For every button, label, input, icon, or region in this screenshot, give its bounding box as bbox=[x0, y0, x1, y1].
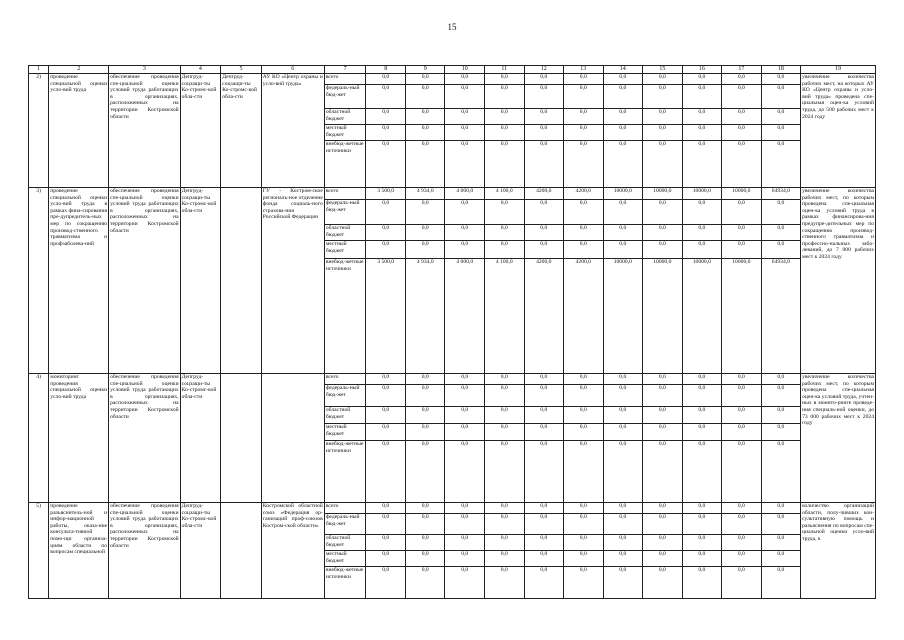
funding-value-cell: 0,0 bbox=[524, 109, 564, 125]
funding-value-cell: 0,0 bbox=[761, 241, 801, 259]
funding-value-cell: 0,0 bbox=[564, 241, 604, 259]
funding-value-cell: 0,0 bbox=[603, 385, 643, 407]
responsible-executor: Депгруд-соцзащи-ты Ко-стромс-кой обла-сти bbox=[180, 503, 221, 599]
funding-value-cell: 0,0 bbox=[524, 503, 564, 514]
funding-value-cell: 0,0 bbox=[445, 535, 485, 551]
funding-source-label: федераль-ный бюд-жет bbox=[324, 85, 366, 109]
funding-value-cell: 0,0 bbox=[405, 125, 445, 141]
activity-name: мониторинг проведения специальной оценки усло-вий труда bbox=[49, 374, 109, 503]
activity-goal: обеспечение проведения спе-циальной оценки условий труда работающих в организациях, расположенных на территории Костромской области bbox=[109, 188, 181, 374]
participant: Костромской областной союз «Федерация ор-ганизаций проф-союзов Костром-ской области» bbox=[261, 503, 324, 599]
responsible-executor: Депгруд-соцзащи-ты Ко-стромс-кой обла-сти bbox=[180, 188, 221, 374]
funding-value-cell: 0,0 bbox=[405, 441, 445, 503]
funding-value-cell: 0,0 bbox=[643, 424, 683, 441]
funding-value-cell: 0,0 bbox=[761, 567, 801, 599]
funding-value-cell: 0,0 bbox=[485, 407, 525, 424]
funding-value-cell: 0,0 bbox=[603, 503, 643, 514]
co-executor: Депгруд-соцзащи-ты Ко-стромс-кой обла-сти bbox=[221, 74, 262, 188]
table-row bbox=[29, 74, 876, 85]
funding-value-cell: 0,0 bbox=[682, 441, 722, 503]
funding-value-cell: 0,0 bbox=[366, 241, 406, 259]
column-number-2: 2 bbox=[49, 66, 109, 74]
participant: АУ КО «Центр охраны и усло-вий труда» bbox=[261, 74, 324, 188]
funding-value-cell: 4 000,0 bbox=[445, 188, 485, 200]
funding-value-cell: 0,0 bbox=[682, 424, 722, 441]
funding-value-cell: 0,0 bbox=[603, 514, 643, 535]
funding-value-cell: 4 100,0 bbox=[485, 188, 525, 200]
funding-source-label: областной бюджет bbox=[324, 225, 366, 241]
funding-value-cell: 0,0 bbox=[445, 241, 485, 259]
funding-value-cell: 0,0 bbox=[682, 535, 722, 551]
funding-value-cell: 0,0 bbox=[366, 125, 406, 141]
funding-value-cell: 0,0 bbox=[564, 200, 604, 225]
funding-value-cell: 0,0 bbox=[603, 551, 643, 567]
funding-value-cell: 0,0 bbox=[445, 109, 485, 125]
funding-value-cell: 0,0 bbox=[761, 551, 801, 567]
column-number-15: 15 bbox=[643, 66, 683, 74]
funding-value-cell: 0,0 bbox=[603, 424, 643, 441]
funding-value-cell: 0,0 bbox=[485, 441, 525, 503]
funding-source-label: местный бюджет bbox=[324, 125, 366, 141]
funding-value-cell: 0,0 bbox=[761, 374, 801, 385]
column-number-17: 17 bbox=[722, 66, 762, 74]
funding-value-cell: 0,0 bbox=[603, 374, 643, 385]
funding-value-cell: 0,0 bbox=[603, 441, 643, 503]
funding-value-cell: 0,0 bbox=[564, 141, 604, 188]
funding-value-cell: 0,0 bbox=[485, 514, 525, 535]
funding-value-cell: 0,0 bbox=[761, 385, 801, 407]
funding-value-cell: 0,0 bbox=[603, 85, 643, 109]
funding-value-cell: 0,0 bbox=[366, 109, 406, 125]
funding-value-cell: 0,0 bbox=[485, 85, 525, 109]
funding-value-cell: 0,0 bbox=[643, 200, 683, 225]
funding-value-cell: 0,0 bbox=[682, 503, 722, 514]
funding-value-cell: 0,0 bbox=[722, 441, 762, 503]
funding-value-cell: 10000,0 bbox=[643, 188, 683, 200]
funding-source-label: всего bbox=[324, 188, 366, 200]
funding-value-cell: 0,0 bbox=[485, 225, 525, 241]
activity-goal: обеспечение проведения спе-циальной оценки условий труда работающих в организациях, расположенных на территории Костромской области bbox=[109, 374, 181, 503]
funding-value-cell: 0,0 bbox=[603, 567, 643, 599]
funding-value-cell: 0,0 bbox=[366, 567, 406, 599]
funding-value-cell: 0,0 bbox=[564, 125, 604, 141]
column-number-4: 4 bbox=[180, 66, 221, 74]
funding-value-cell: 0,0 bbox=[405, 385, 445, 407]
funding-value-cell: 0,0 bbox=[564, 374, 604, 385]
funding-value-cell: 0,0 bbox=[722, 141, 762, 188]
funding-value-cell: 0,0 bbox=[682, 109, 722, 125]
funding-value-cell: 0,0 bbox=[524, 125, 564, 141]
funding-value-cell: 0,0 bbox=[485, 241, 525, 259]
table-body bbox=[29, 66, 876, 599]
funding-value-cell: 0,0 bbox=[366, 551, 406, 567]
funding-source-label: всего bbox=[324, 503, 366, 514]
funding-value-cell: 0,0 bbox=[603, 200, 643, 225]
funding-value-cell: 0,0 bbox=[366, 374, 406, 385]
column-number-10: 10 bbox=[445, 66, 485, 74]
funding-value-cell: 0,0 bbox=[485, 374, 525, 385]
funding-value-cell: 0,0 bbox=[405, 241, 445, 259]
funding-value-cell: 0,0 bbox=[643, 374, 683, 385]
expected-result: увеличение количества рабочих мест, на которых АУ КО «Центр охраны и усло-вий труда» проведена спе-циальная оцен-ка условий труда, до 500 рабочих мест к 2024 году bbox=[801, 74, 876, 188]
funding-value-cell: 0,0 bbox=[643, 514, 683, 535]
activity-name: проведение специальной оценки усло-вий труда в рамках фина-сирования пре-дупредитель-ных мер по сокращению производ-ственного травматизма и профзаболева-ний bbox=[49, 188, 109, 374]
table-row bbox=[29, 374, 876, 385]
funding-value-cell: 0,0 bbox=[682, 567, 722, 599]
funding-value-cell: 0,0 bbox=[564, 567, 604, 599]
funding-value-cell: 0,0 bbox=[524, 567, 564, 599]
expected-result: количество организаций области, полу-чивших кон-сультативную помощь и разъяснения по вопросам спе-циальной оценки усло-вий труда, к bbox=[801, 503, 876, 599]
responsible-executor: Депгруд-соцзащи-ты Ко-стромс-кой обла-сти bbox=[180, 374, 221, 503]
funding-value-cell: 0,0 bbox=[366, 200, 406, 225]
funding-value-cell: 0,0 bbox=[445, 225, 485, 241]
activity-number: 5) bbox=[29, 503, 49, 599]
funding-value-cell: 64934,0 bbox=[761, 188, 801, 200]
funding-value-cell: 0,0 bbox=[643, 385, 683, 407]
funding-source-label: федераль-ный бюд-жет bbox=[324, 200, 366, 225]
activity-goal: обеспечение проведения спе-циальной оценки условий труда работающих в организациях, расположенных на территории Костромской области bbox=[109, 503, 181, 599]
funding-value-cell: 0,0 bbox=[761, 514, 801, 535]
activity-goal: обеспечение проведения спе-циальной оценки условий труда работающих в организациях, расположенных на территории Костромской области bbox=[109, 74, 181, 188]
funding-value-cell: 0,0 bbox=[722, 407, 762, 424]
column-number-16: 16 bbox=[682, 66, 722, 74]
funding-value-cell: 0,0 bbox=[524, 374, 564, 385]
funding-value-cell: 0,0 bbox=[524, 441, 564, 503]
funding-value-cell: 0,0 bbox=[366, 225, 406, 241]
funding-value-cell: 0,0 bbox=[445, 407, 485, 424]
column-number-7: 7 bbox=[324, 66, 366, 74]
funding-value-cell: 0,0 bbox=[643, 503, 683, 514]
table-row bbox=[29, 188, 876, 200]
funding-value-cell: 0,0 bbox=[761, 225, 801, 241]
co-executor bbox=[221, 188, 262, 374]
funding-source-label: областной бюджет bbox=[324, 407, 366, 424]
table-row bbox=[29, 503, 876, 514]
funding-value-cell: 0,0 bbox=[524, 407, 564, 424]
column-number-19: 19 bbox=[801, 66, 876, 74]
activity-number: 4) bbox=[29, 374, 49, 503]
funding-value-cell: 0,0 bbox=[564, 551, 604, 567]
funding-source-label: федераль-ный бюд-жет bbox=[324, 514, 366, 535]
funding-value-cell: 0,0 bbox=[485, 385, 525, 407]
funding-source-label: местный бюджет bbox=[324, 551, 366, 567]
funding-value-cell: 0,0 bbox=[682, 551, 722, 567]
participant: ГУ - Костром-ское региональ-ное отделение фонда социаль-ного страхова-ния Российской Федерации bbox=[261, 188, 324, 374]
funding-value-cell: 0,0 bbox=[366, 535, 406, 551]
column-number-18: 18 bbox=[761, 66, 801, 74]
funding-value-cell: 0,0 bbox=[405, 567, 445, 599]
funding-value-cell: 0,0 bbox=[445, 374, 485, 385]
funding-value-cell: 0,0 bbox=[722, 109, 762, 125]
funding-value-cell: 0,0 bbox=[524, 385, 564, 407]
funding-value-cell: 0,0 bbox=[603, 241, 643, 259]
funding-value-cell: 0,0 bbox=[366, 141, 406, 188]
funding-value-cell: 0,0 bbox=[761, 200, 801, 225]
funding-value-cell: 0,0 bbox=[682, 200, 722, 225]
funding-value-cell: 0,0 bbox=[405, 200, 445, 225]
funding-value-cell: 0,0 bbox=[445, 514, 485, 535]
funding-value-cell: 0,0 bbox=[722, 125, 762, 141]
responsible-executor: Депгруд-соцзащи-ты Ко-стромс-кой обла-сти bbox=[180, 74, 221, 188]
funding-value-cell: 0,0 bbox=[485, 200, 525, 225]
funding-value-cell: 0,0 bbox=[524, 424, 564, 441]
funding-source-label: всего bbox=[324, 74, 366, 85]
funding-value-cell: 0,0 bbox=[722, 503, 762, 514]
participant bbox=[261, 374, 324, 503]
funding-value-cell: 0,0 bbox=[682, 125, 722, 141]
funding-value-cell: 0,0 bbox=[761, 74, 801, 85]
funding-value-cell: 0,0 bbox=[445, 424, 485, 441]
funding-value-cell: 0,0 bbox=[603, 125, 643, 141]
funding-value-cell: 0,0 bbox=[366, 74, 406, 85]
funding-value-cell: 0,0 bbox=[405, 535, 445, 551]
funding-value-cell: 0,0 bbox=[564, 225, 604, 241]
funding-value-cell: 0,0 bbox=[603, 407, 643, 424]
funding-value-cell: 0,0 bbox=[485, 424, 525, 441]
funding-value-cell: 0,0 bbox=[485, 567, 525, 599]
funding-value-cell: 4200,0 bbox=[524, 188, 564, 200]
funding-value-cell: 0,0 bbox=[405, 551, 445, 567]
funding-value-cell: 0,0 bbox=[445, 141, 485, 188]
funding-value-cell: 0,0 bbox=[564, 441, 604, 503]
funding-value-cell: 0,0 bbox=[405, 85, 445, 109]
funding-value-cell: 0,0 bbox=[485, 551, 525, 567]
funding-source-label: всего bbox=[324, 374, 366, 385]
activity-name: проведение специальной оценки усло-вий труда bbox=[49, 74, 109, 188]
funding-value-cell: 0,0 bbox=[722, 374, 762, 385]
funding-value-cell: 10000,0 bbox=[643, 259, 683, 374]
funding-value-cell: 0,0 bbox=[445, 385, 485, 407]
funding-value-cell: 0,0 bbox=[445, 503, 485, 514]
funding-value-cell: 4 934,0 bbox=[405, 188, 445, 200]
column-number-5: 5 bbox=[221, 66, 262, 74]
expected-result: увеличение количества рабочих мест, по которым проведена спе-циальная оцен-ка условий труда в рамках финансирова-ния предупре-дительных мер по сокращению производ-ственного травматизма и профессио-нальных забо-леваний, до 7 000 рабочих мест к 2024 году bbox=[801, 188, 876, 374]
funding-value-cell: 0,0 bbox=[366, 407, 406, 424]
column-number-1: 1 bbox=[29, 66, 49, 74]
funding-value-cell: 0,0 bbox=[643, 407, 683, 424]
funding-value-cell: 0,0 bbox=[405, 225, 445, 241]
funding-value-cell: 4200,0 bbox=[564, 259, 604, 374]
funding-value-cell: 0,0 bbox=[722, 85, 762, 109]
funding-value-cell: 0,0 bbox=[643, 125, 683, 141]
column-number-8: 8 bbox=[366, 66, 406, 74]
funding-value-cell: 0,0 bbox=[761, 441, 801, 503]
funding-value-cell: 10000,0 bbox=[722, 188, 762, 200]
funding-value-cell: 0,0 bbox=[682, 74, 722, 85]
funding-value-cell: 0,0 bbox=[405, 141, 445, 188]
funding-value-cell: 0,0 bbox=[564, 109, 604, 125]
funding-value-cell: 0,0 bbox=[564, 514, 604, 535]
funding-value-cell: 0,0 bbox=[405, 109, 445, 125]
funding-value-cell: 0,0 bbox=[603, 109, 643, 125]
co-executor bbox=[221, 374, 262, 503]
funding-value-cell: 0,0 bbox=[445, 85, 485, 109]
funding-value-cell: 0,0 bbox=[643, 225, 683, 241]
funding-value-cell: 0,0 bbox=[405, 374, 445, 385]
funding-value-cell: 0,0 bbox=[761, 109, 801, 125]
funding-value-cell: 0,0 bbox=[761, 85, 801, 109]
activity-number: 3) bbox=[29, 188, 49, 374]
funding-value-cell: 0,0 bbox=[564, 407, 604, 424]
funding-value-cell: 0,0 bbox=[643, 85, 683, 109]
funding-value-cell: 4 934,0 bbox=[405, 259, 445, 374]
funding-value-cell: 0,0 bbox=[722, 200, 762, 225]
funding-value-cell: 0,0 bbox=[603, 141, 643, 188]
funding-value-cell: 0,0 bbox=[603, 74, 643, 85]
funding-value-cell: 0,0 bbox=[603, 535, 643, 551]
funding-value-cell: 0,0 bbox=[722, 241, 762, 259]
funding-value-cell: 0,0 bbox=[722, 74, 762, 85]
funding-value-cell: 0,0 bbox=[524, 225, 564, 241]
funding-value-cell: 3 500,0 bbox=[366, 188, 406, 200]
funding-source-label: областной бюджет bbox=[324, 109, 366, 125]
funding-value-cell: 0,0 bbox=[405, 407, 445, 424]
funding-value-cell: 0,0 bbox=[445, 200, 485, 225]
funding-value-cell: 0,0 bbox=[682, 85, 722, 109]
funding-value-cell: 0,0 bbox=[564, 385, 604, 407]
funding-value-cell: 0,0 bbox=[643, 567, 683, 599]
funding-value-cell: 0,0 bbox=[524, 74, 564, 85]
funding-value-cell: 0,0 bbox=[761, 424, 801, 441]
funding-value-cell: 0,0 bbox=[485, 141, 525, 188]
funding-value-cell: 0,0 bbox=[366, 514, 406, 535]
funding-value-cell: 0,0 bbox=[366, 85, 406, 109]
funding-value-cell: 0,0 bbox=[682, 374, 722, 385]
funding-source-label: внебюд-жетные источники bbox=[324, 567, 366, 599]
column-number-row bbox=[29, 66, 876, 74]
funding-value-cell: 0,0 bbox=[524, 514, 564, 535]
funding-value-cell: 0,0 bbox=[643, 241, 683, 259]
funding-value-cell: 0,0 bbox=[643, 441, 683, 503]
funding-value-cell: 0,0 bbox=[405, 514, 445, 535]
funding-value-cell: 0,0 bbox=[405, 503, 445, 514]
funding-value-cell: 10000,0 bbox=[603, 259, 643, 374]
funding-value-cell: 0,0 bbox=[445, 551, 485, 567]
program-activities-table bbox=[28, 65, 876, 599]
funding-value-cell: 0,0 bbox=[643, 551, 683, 567]
funding-value-cell: 0,0 bbox=[643, 74, 683, 85]
funding-source-label: областной бюджет bbox=[324, 535, 366, 551]
column-number-12: 12 bbox=[524, 66, 564, 74]
funding-value-cell: 0,0 bbox=[603, 225, 643, 241]
column-number-11: 11 bbox=[485, 66, 525, 74]
funding-source-label: внебюд-жетные источники bbox=[324, 441, 366, 503]
funding-source-label: внебюд-жетные источники bbox=[324, 259, 366, 374]
funding-value-cell: 3 500,0 bbox=[366, 259, 406, 374]
funding-value-cell: 10000,0 bbox=[722, 259, 762, 374]
funding-value-cell: 0,0 bbox=[485, 535, 525, 551]
funding-value-cell: 0,0 bbox=[405, 424, 445, 441]
funding-value-cell: 0,0 bbox=[761, 535, 801, 551]
funding-source-label: местный бюджет bbox=[324, 241, 366, 259]
column-number-9: 9 bbox=[405, 66, 445, 74]
funding-source-label: федераль-ный бюд-жет bbox=[324, 385, 366, 407]
funding-value-cell: 4 100,0 bbox=[485, 259, 525, 374]
funding-value-cell: 0,0 bbox=[682, 225, 722, 241]
funding-value-cell: 0,0 bbox=[761, 125, 801, 141]
funding-value-cell: 0,0 bbox=[524, 551, 564, 567]
funding-value-cell: 4200,0 bbox=[524, 259, 564, 374]
funding-value-cell: 0,0 bbox=[485, 74, 525, 85]
column-number-14: 14 bbox=[603, 66, 643, 74]
funding-value-cell: 0,0 bbox=[366, 441, 406, 503]
funding-value-cell: 0,0 bbox=[524, 141, 564, 188]
funding-value-cell: 0,0 bbox=[524, 535, 564, 551]
funding-source-label: внебюд-жетные источники bbox=[324, 141, 366, 188]
funding-value-cell: 0,0 bbox=[564, 503, 604, 514]
page-number: 15 bbox=[447, 22, 457, 32]
funding-value-cell: 64934,0 bbox=[761, 259, 801, 374]
funding-value-cell: 0,0 bbox=[366, 424, 406, 441]
co-executor bbox=[221, 503, 262, 599]
funding-value-cell: 0,0 bbox=[643, 109, 683, 125]
funding-value-cell: 0,0 bbox=[722, 514, 762, 535]
funding-value-cell: 10000,0 bbox=[603, 188, 643, 200]
funding-value-cell: 0,0 bbox=[485, 109, 525, 125]
funding-value-cell: 0,0 bbox=[722, 225, 762, 241]
funding-value-cell: 0,0 bbox=[485, 125, 525, 141]
expected-result: увеличение количества рабочих мест, по которым проведена спе-циальная оцен-ка условий труда, учтен-ных в монито-ринге проведе-ния специаль-ной оценки, до 73 000 рабочих мест к 2024 году bbox=[801, 374, 876, 503]
funding-value-cell: 0,0 bbox=[445, 125, 485, 141]
funding-value-cell: 0,0 bbox=[564, 424, 604, 441]
funding-value-cell: 0,0 bbox=[682, 385, 722, 407]
funding-value-cell: 0,0 bbox=[722, 535, 762, 551]
funding-value-cell: 4200,0 bbox=[564, 188, 604, 200]
funding-value-cell: 0,0 bbox=[445, 74, 485, 85]
column-number-3: 3 bbox=[109, 66, 181, 74]
funding-value-cell: 0,0 bbox=[761, 407, 801, 424]
column-number-6: 6 bbox=[261, 66, 324, 74]
funding-value-cell: 0,0 bbox=[722, 567, 762, 599]
funding-value-cell: 10000,0 bbox=[682, 188, 722, 200]
funding-value-cell: 0,0 bbox=[722, 424, 762, 441]
funding-value-cell: 0,0 bbox=[445, 567, 485, 599]
funding-value-cell: 0,0 bbox=[722, 385, 762, 407]
funding-value-cell: 0,0 bbox=[761, 503, 801, 514]
funding-value-cell: 0,0 bbox=[643, 141, 683, 188]
funding-value-cell: 4 000,0 bbox=[445, 259, 485, 374]
activity-number: 2) bbox=[29, 74, 49, 188]
funding-value-cell: 0,0 bbox=[564, 74, 604, 85]
funding-source-label: местный бюджет bbox=[324, 424, 366, 441]
funding-value-cell: 0,0 bbox=[682, 407, 722, 424]
activity-name: проведение разъяснитель-ной и инфор-мационной работы, оказа-ние консульта-тивной помо-щи организа-циям области по вопросам специальной bbox=[49, 503, 109, 599]
funding-value-cell: 0,0 bbox=[761, 141, 801, 188]
funding-value-cell: 0,0 bbox=[722, 551, 762, 567]
funding-value-cell: 10000,0 bbox=[682, 259, 722, 374]
funding-value-cell: 0,0 bbox=[366, 385, 406, 407]
funding-value-cell: 0,0 bbox=[524, 85, 564, 109]
column-number-13: 13 bbox=[564, 66, 604, 74]
funding-value-cell: 0,0 bbox=[682, 514, 722, 535]
funding-value-cell: 0,0 bbox=[564, 535, 604, 551]
funding-value-cell: 0,0 bbox=[405, 74, 445, 85]
funding-value-cell: 0,0 bbox=[524, 241, 564, 259]
funding-value-cell: 0,0 bbox=[524, 200, 564, 225]
funding-value-cell: 0,0 bbox=[643, 535, 683, 551]
funding-value-cell: 0,0 bbox=[682, 241, 722, 259]
funding-value-cell: 0,0 bbox=[564, 85, 604, 109]
funding-value-cell: 0,0 bbox=[366, 503, 406, 514]
funding-value-cell: 0,0 bbox=[445, 441, 485, 503]
funding-value-cell: 0,0 bbox=[485, 503, 525, 514]
funding-value-cell: 0,0 bbox=[682, 141, 722, 188]
